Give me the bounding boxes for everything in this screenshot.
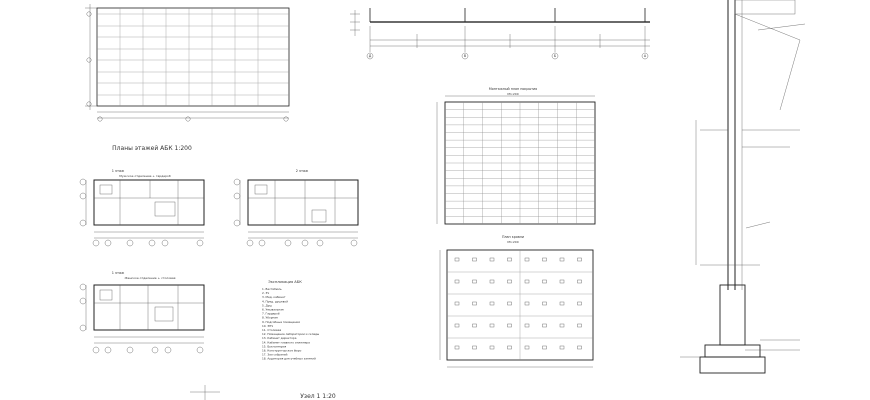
roof-mark (455, 302, 459, 305)
floor-plan-1 (80, 169, 204, 246)
roof-mark (560, 258, 564, 261)
roof-plan (440, 235, 593, 367)
explication-item: 11. Столовая (262, 328, 282, 332)
roof-mark (490, 324, 494, 327)
roof-mark (473, 280, 477, 283)
large-floor-plan (85, 4, 289, 121)
roof-mark (543, 346, 547, 349)
roof-plan-scale: М1:200 (507, 240, 519, 244)
roof-plan-title: План кровли (501, 235, 525, 239)
section-elevation (350, 8, 650, 59)
roof-mark (455, 258, 459, 261)
explication-item: 5. Душ (262, 303, 272, 308)
roof-mark (578, 258, 582, 261)
axis-a-label: А (643, 54, 647, 59)
floor1-title: 1 этаж (111, 169, 125, 173)
explication-item: 18. Аудитория для учебных занятий (262, 356, 316, 361)
explication-title: Экспликация АБК (268, 280, 302, 284)
roof-mark (543, 280, 547, 283)
roof-mark (490, 280, 494, 283)
roof-mark (455, 280, 459, 283)
roof-mark (560, 302, 564, 305)
explication-item: 12. Помещение лаборатории и склады (262, 332, 320, 337)
node-title: Узел 1 1:20 (300, 393, 336, 400)
roof-mark (508, 258, 512, 261)
axis-v-label: В (463, 54, 467, 59)
roof-mark (578, 324, 582, 327)
roof-mark (525, 346, 529, 349)
floor-plans-title: Планы этажей АБК 1:200 (112, 145, 192, 152)
axis-d-label: Д (368, 54, 372, 59)
roof-mark (508, 280, 512, 283)
roof-mark (490, 258, 494, 261)
roof-mark (578, 302, 582, 305)
explication-item: 14. Кабинет главного инженера (262, 340, 310, 345)
roof-mark (455, 346, 459, 349)
mounting-plan-title: Монтажный план покрытия (488, 87, 538, 91)
mounting-plan-scale: М1:200 (507, 92, 519, 96)
small-symbol (190, 385, 220, 400)
explication-item: 1. Вестибюль (262, 287, 282, 291)
explication-list (262, 280, 319, 361)
roof-mark (455, 324, 459, 327)
explication-item: 17. Зал собраний (262, 352, 288, 357)
roof-mark (525, 324, 529, 327)
explication-item: 6. Умывальная (262, 307, 284, 312)
explication-item: 3. Мед. кабинет (262, 295, 286, 300)
explication-item: 8. Уборная (262, 315, 278, 320)
roof-mark (473, 302, 477, 305)
explication-item: 13. Кабинет директора (262, 336, 297, 341)
explication-item: 10. ЗПЧ (262, 323, 274, 328)
floor-plan-3 (80, 271, 204, 353)
explication-item: 16. Конструкторское бюро (262, 348, 302, 353)
floor-plan-2 (234, 169, 358, 246)
explication-item: 2. ЗЧ (262, 291, 270, 296)
roof-mark (490, 346, 494, 349)
mounting-plan (437, 87, 595, 224)
roof-mark (490, 302, 494, 305)
roof-mark (578, 280, 582, 283)
roof-mark (473, 324, 477, 327)
roof-mark (543, 258, 547, 261)
roof-mark (560, 324, 564, 327)
explication-item: 15. Бухгалтерия (262, 344, 287, 349)
floor2-title: 2 этаж (295, 169, 309, 173)
explication-item: 4. Пред. душевой (262, 299, 288, 304)
roof-mark (508, 346, 512, 349)
roof-mark (543, 302, 547, 305)
roof-mark (473, 258, 477, 261)
floor1b-title: 1 этаж (111, 271, 125, 275)
explication-item: 9. Подсобные помещения (262, 319, 300, 324)
roof-mark (525, 280, 529, 283)
roof-mark (473, 346, 477, 349)
roof-mark (543, 324, 547, 327)
floor1b-subtitle: Женское отделение + столовая (124, 276, 176, 280)
roof-mark (525, 302, 529, 305)
roof-mark (508, 302, 512, 305)
roof-mark (525, 258, 529, 261)
wall-node-detail (680, 0, 805, 373)
roof-mark (560, 280, 564, 283)
explication-item: 7. Гардероб (262, 311, 280, 316)
roof-mark (578, 346, 582, 349)
floor1-subtitle: Мужское отделение + гардероб (119, 174, 171, 178)
roof-mark (560, 346, 564, 349)
roof-mark (508, 324, 512, 327)
axis-b-label: Б (553, 54, 557, 59)
